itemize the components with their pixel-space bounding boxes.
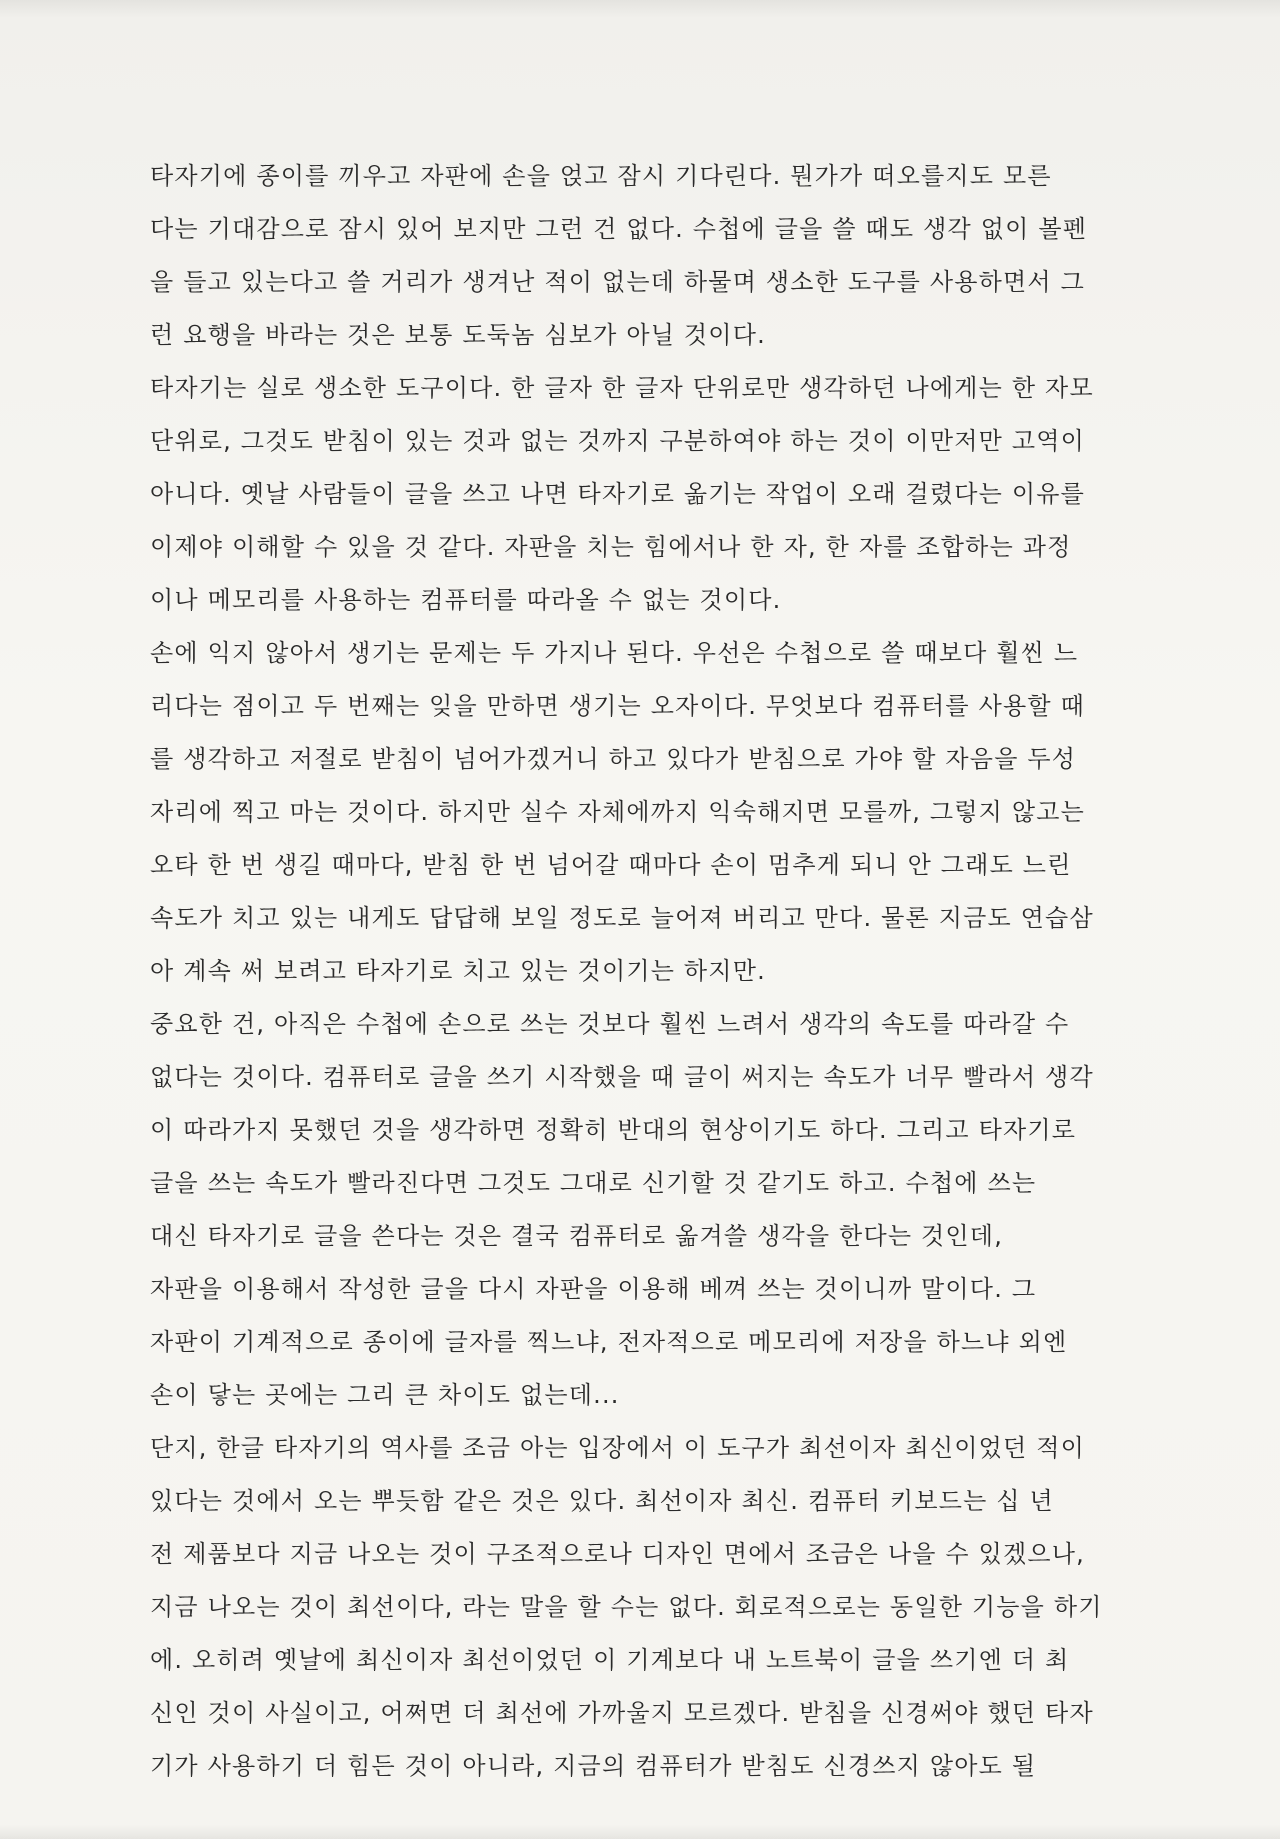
text-line-6: 단위로, 그것도 받침이 있는 것과 없는 것까지 구분하여야 하는 것이 이만저만 고역이	[150, 427, 1086, 455]
text-line-1: 타자기에 종이를 끼우고 자판에 손을 얹고 잠시 기다린다. 뭔가가 떠오를지도 모른	[150, 162, 1052, 190]
text-line-3: 을 들고 있는다고 쓸 거리가 생겨난 적이 없는데 하물며 생소한 도구를 사용하면서 그	[150, 268, 1086, 296]
text-line-27: 전 제품보다 지금 나오는 것이 구조적으로나 디자인 면에서 조금은 나을 수 있겠으나,	[150, 1540, 1086, 1568]
text-line-8: 이제야 이해할 수 있을 것 같다. 자판을 치는 힘에서나 한 자, 한 자를 조합하는 과정	[150, 533, 1072, 561]
text-line-31: 기가 사용하기 더 힘든 것이 아니라, 지금의 컴퓨터가 받침도 신경쓰지 않아도 될	[150, 1752, 1037, 1780]
text-line-26: 있다는 것에서 오는 뿌듯함 같은 것은 있다. 최선이자 최신. 컴퓨터 키보드는 십 년	[150, 1487, 1054, 1515]
text-line-14: 오타 한 번 생길 때마다, 받침 한 번 넘어갈 때마다 손이 멈추게 되니 안 그래도 느린	[150, 851, 1072, 879]
text-line-29: 에. 오히려 옛날에 최신이자 최선이었던 이 기계보다 내 노트북이 글을 쓰기엔 더 최	[150, 1646, 1070, 1674]
text-line-21: 대신 타자기로 글을 쓴다는 것은 결국 컴퓨터로 옮겨쓸 생각을 한다는 것인데,	[150, 1222, 1004, 1250]
text-line-13: 자리에 찍고 마는 것이다. 하지만 실수 자체에까지 익숙해지면 모를까, 그렇지 않고는	[150, 798, 1086, 826]
text-line-9: 이나 메모리를 사용하는 컴퓨터를 따라올 수 없는 것이다.	[150, 586, 782, 614]
text-line-28: 지금 나오는 것이 최선이다, 라는 말을 할 수는 없다. 회로적으로는 동일한 기능을 하기	[150, 1593, 1103, 1621]
text-line-20: 글을 쓰는 속도가 빨라진다면 그것도 그대로 신기할 것 같기도 하고. 수첩에 쓰는	[150, 1169, 1037, 1197]
text-line-17: 중요한 건, 아직은 수첩에 손으로 쓰는 것보다 훨씬 느려서 생각의 속도를 따라갈 수	[150, 1010, 1070, 1038]
text-line-2: 다는 기대감으로 잠시 있어 보지만 그런 건 없다. 수첩에 글을 쓸 때도 생각 없이 볼펜	[150, 215, 1088, 243]
page-bottom-shadow	[0, 1825, 1280, 1839]
text-line-25: 단지, 한글 타자기의 역사를 조금 아는 입장에서 이 도구가 최선이자 최신이었던 적이	[150, 1434, 1086, 1462]
text-line-7: 아니다. 옛날 사람들이 글을 쓰고 나면 타자기로 옮기는 작업이 오래 걸렸다는 이유를	[150, 480, 1086, 508]
text-line-12: 를 생각하고 저절로 받침이 넘어가겠거니 하고 있다가 받침으로 가야 할 자음을 두성	[150, 745, 1077, 773]
text-line-18: 없다는 것이다. 컴퓨터로 글을 쓰기 시작했을 때 글이 써지는 속도가 너무 빨라서 생각	[150, 1063, 1094, 1091]
text-line-15: 속도가 치고 있는 내게도 답답해 보일 정도로 늘어져 버리고 만다. 물론 지금도 연습삼	[150, 904, 1094, 932]
text-line-10: 손에 익지 않아서 생기는 문제는 두 가지나 된다. 우선은 수첩으로 쓸 때보다 훨씬 느	[150, 639, 1079, 667]
text-line-30: 신인 것이 사실이고, 어쩌면 더 최선에 가까울지 모르겠다. 받침을 신경써야 했던 타자	[150, 1699, 1094, 1727]
page-top-shadow	[0, 0, 1280, 18]
text-line-23: 자판이 기계적으로 종이에 글자를 찍느냐, 전자적으로 메모리에 저장을 하느냐 외엔	[150, 1328, 1068, 1356]
text-line-4: 런 요행을 바라는 것은 보통 도둑놈 심보가 아닐 것이다.	[150, 321, 766, 349]
text-line-5: 타자기는 실로 생소한 도구이다. 한 글자 한 글자 단위로만 생각하던 나에게는 한 자모	[150, 374, 1094, 402]
text-line-22: 자판을 이용해서 작성한 글을 다시 자판을 이용해 베껴 쓰는 것이니까 말이다. 그	[150, 1275, 1037, 1303]
typed-text-block	[150, 150, 1200, 1793]
text-line-16: 아 계속 써 보려고 타자기로 치고 있는 것이기는 하지만.	[150, 957, 766, 985]
text-line-11: 리다는 점이고 두 번째는 잊을 만하면 생기는 오자이다. 무엇보다 컴퓨터를 사용할 때	[150, 692, 1086, 720]
text-line-19: 이 따라가지 못했던 것을 생각하면 정확히 반대의 현상이기도 하다. 그리고 타자기로	[150, 1116, 1077, 1144]
text-line-24: 손이 닿는 곳에는 그리 큰 차이도 없는데...	[150, 1381, 620, 1409]
